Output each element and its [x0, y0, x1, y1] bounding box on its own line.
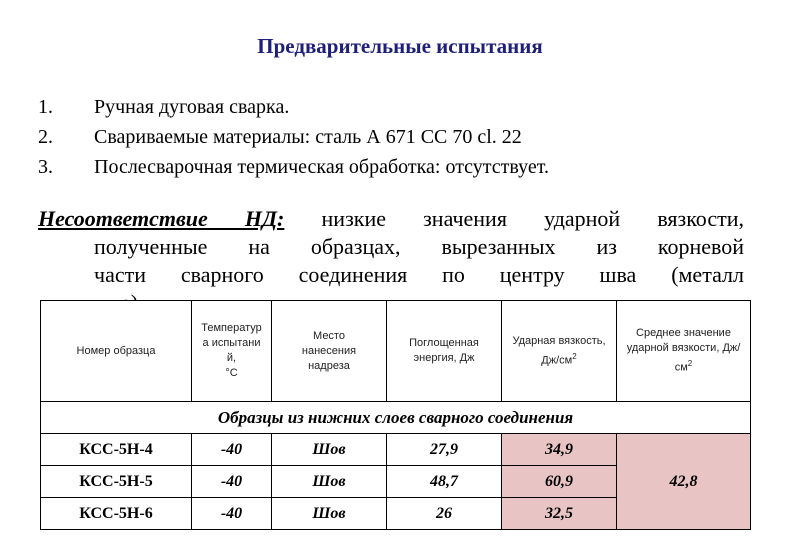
nonconformity-line — [38, 205, 744, 233]
nonconformity-label: Несоответствие НД: — [38, 206, 285, 231]
header-average — [617, 301, 751, 402]
cell-energy: 48,7 — [387, 466, 502, 498]
cell-average: 42,8 — [617, 434, 751, 530]
results-table — [40, 300, 751, 530]
cell-impact: 32,5 — [502, 498, 617, 530]
cell-energy: 27,9 — [387, 434, 502, 466]
cell-notch: Шов — [272, 498, 387, 530]
header-average-text: Среднее значение ударной вязкости, Дж/см — [626, 327, 741, 374]
header-sample: Номер образца — [41, 301, 192, 402]
list-number: 1. — [38, 96, 53, 118]
list-text: Свариваемые материалы: сталь А 671 СС 70 cl. 22 — [94, 126, 522, 148]
header-average-sup: 2 — [687, 359, 693, 369]
header-impact-text: Ударная вязкость, Дж/см — [512, 334, 606, 367]
cell-sample: КСС-5Н-6 — [41, 498, 192, 530]
table-row — [41, 434, 751, 466]
section-row — [41, 402, 751, 434]
list-item — [38, 122, 549, 152]
table-header-row — [41, 301, 751, 402]
cell-notch: Шов — [272, 434, 387, 466]
list-item — [38, 152, 549, 182]
list-text: Послесварочная термическая обработка: отсутствует. — [94, 156, 549, 178]
header-energy — [387, 301, 502, 402]
cell-sample: КСС-5Н-5 — [41, 466, 192, 498]
list-number: 3. — [38, 156, 53, 178]
cell-impact: 60,9 — [502, 466, 617, 498]
header-energy-text: Поглощенная энергия, Дж — [409, 337, 479, 364]
nonconformity-text: низкие значения ударной вязкости, — [321, 206, 745, 231]
nonconformity-line: полученные на образцах, вырезанных из корневой — [94, 234, 744, 259]
section-title: Образцы из нижних слоев сварного соединения — [41, 402, 751, 434]
nonconformity-line: части сварного соединения по центру шва (металл — [94, 262, 744, 287]
header-impact-sup: 2 — [572, 351, 577, 361]
cell-energy: 26 — [387, 498, 502, 530]
header-temperature-text: Температура испытаний, — [201, 322, 262, 364]
header-temperature-unit: °С — [225, 367, 238, 379]
cell-impact: 34,9 — [502, 434, 617, 466]
header-notch-text: Место нанесения надреза — [301, 329, 357, 372]
list-text: Ручная дуговая сварка. — [94, 96, 290, 118]
list-item — [38, 92, 549, 122]
header-notch — [272, 301, 387, 402]
cell-temperature: -40 — [192, 466, 272, 498]
list-number: 2. — [38, 126, 53, 148]
cell-sample: КСС-5Н-4 — [41, 434, 192, 466]
page-title: Предварительные испытания — [257, 34, 543, 58]
header-impact — [502, 301, 617, 402]
cell-temperature: -40 — [192, 498, 272, 530]
cell-temperature: -40 — [192, 434, 272, 466]
conditions-list — [38, 92, 549, 182]
header-temperature — [192, 301, 272, 402]
cell-notch: Шов — [272, 466, 387, 498]
